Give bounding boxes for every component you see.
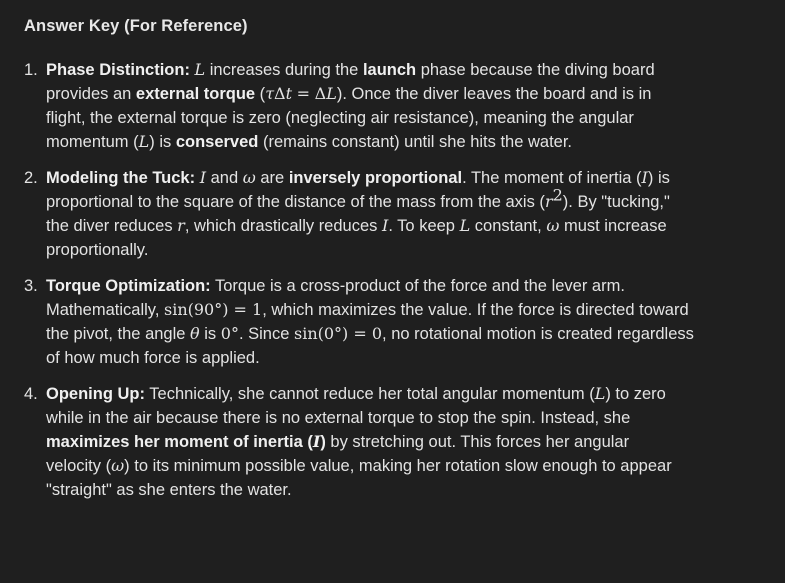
answer-item-opening-up <box>24 382 761 502</box>
item-title: Opening Up: <box>46 385 145 403</box>
item-text: Opening Up: Technically, she cannot reduce her total angular momentum (L) to zero while in the air because there is no external torque to stop the spin. Instead, she maximizes her moment of inertia (I) by stretching out. This forces her angular velocity (ω) to its minimum possible value, making her rotation slow enough to appear "straight" as she enters the water. <box>46 384 672 499</box>
answer-item-torque-optimization <box>24 274 761 370</box>
answer-key-heading: Answer Key (For Reference) <box>24 17 248 35</box>
item-number: 2. <box>24 169 38 187</box>
item-text: Modeling the Tuck: I and ω are inversely proportional. The moment of inertia (I) is proportional to the square of the distance of the mass from the axis $(r^2)$. By "tucking," the diver reduces r, which drastically reduces I. To keep L constant, ω must increase proportionally. <box>46 168 670 259</box>
answer-item-phase-distinction <box>24 58 761 154</box>
item-number: 4. <box>24 385 38 403</box>
item-number: 1. <box>24 61 38 79</box>
item-number: 3. <box>24 277 38 295</box>
item-text: Torque Optimization: Torque is a cross-product of the force and the lever arm. Mathematically, sin(90°) = 1, which maximizes the value. If the force is directed toward the pivot, the angle θ is 0°. Since sin(0°) = 0, no rotational motion is created regardless of how much force is applied. <box>46 277 694 367</box>
answer-list <box>24 58 761 502</box>
item-title: Phase Distinction: <box>46 61 190 79</box>
item-title: Torque Optimization: <box>46 277 211 295</box>
item-title: Modeling the Tuck: <box>46 169 196 187</box>
answer-item-modeling-the-tuck <box>24 166 761 262</box>
item-text: Phase Distinction: L increases during the launch phase because the diving board provides an external torque (τΔt = ΔL). Once the diver leaves the board and is in flight, the external torque is zero (neglecting air resistance), meaning the angular momentum (L) is conserved (remains constant) until she hits the water. <box>46 60 655 151</box>
